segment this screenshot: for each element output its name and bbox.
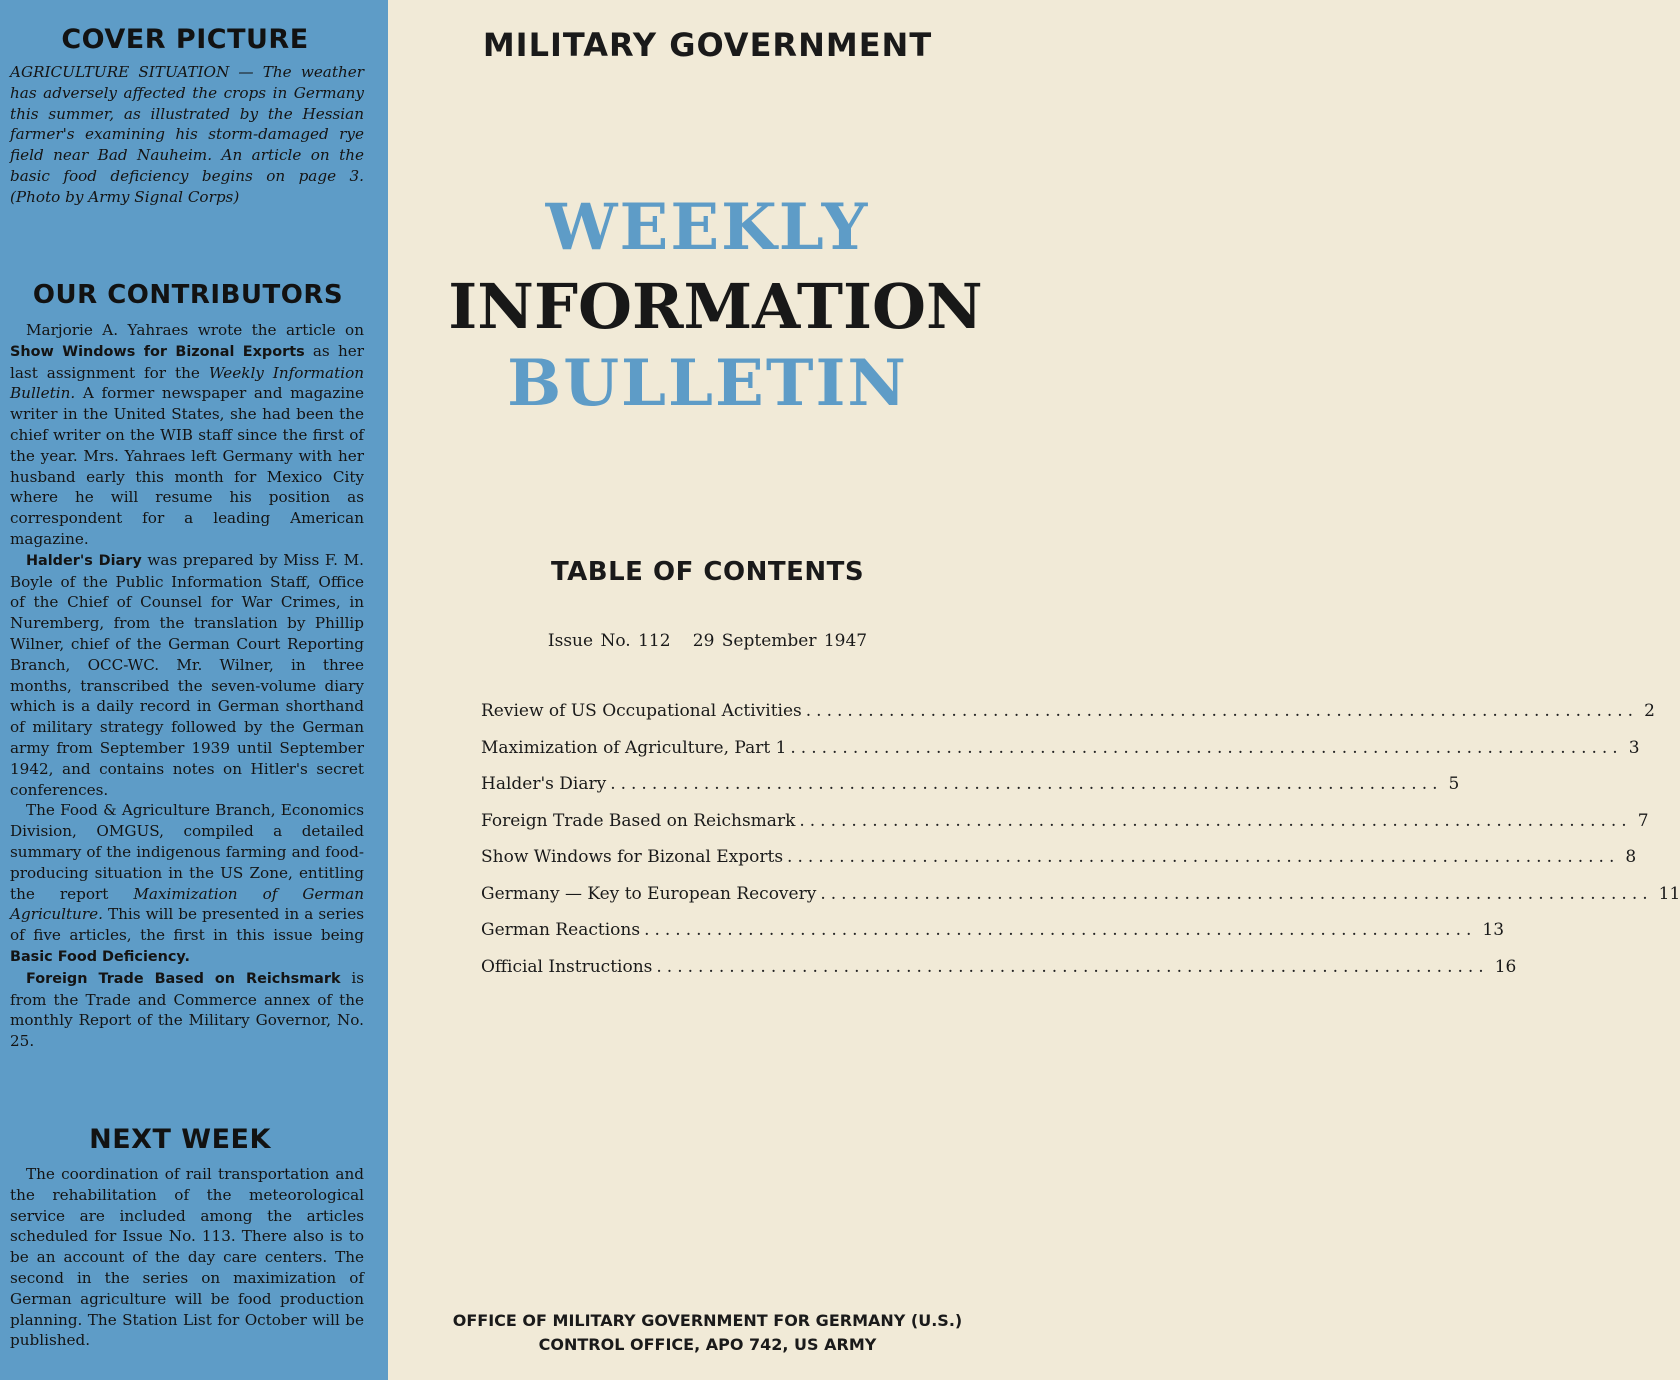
next-week-heading: NEXT WEEK — [89, 1124, 271, 1155]
toc-list — [481, 701, 1680, 993]
masthead-information: INFORMATION — [448, 270, 983, 343]
cover-picture-heading: COVER PICTURE — [61, 24, 309, 55]
issue-date: 29 September 1947 — [692, 631, 868, 651]
toc-entry-page: 16 — [1494, 956, 1517, 977]
publication-title: Weekly Information Bulletin. — [10, 363, 364, 403]
text-run: A former newspaper and magazine writer in the United States, she had been the chief writer on the WIB staff since the first of the year. Mrs. Yahraes left Germany with her husband early this month for Mexico City where he will resume his position as correspondent for a leading American magazine. — [10, 384, 364, 548]
contributors-text — [10, 320, 364, 1052]
toc-entry-page: 7 — [1637, 810, 1649, 831]
contributors-heading: OUR CONTRIBUTORS — [32, 280, 344, 310]
toc-entry[interactable] — [481, 701, 1655, 738]
toc-entry-title: Halder's Diary — [481, 774, 607, 794]
text-run: This will be presented in a series of five articles, the first in this issue being — [10, 905, 364, 945]
report-title: Maximization of German Agriculture. — [10, 884, 364, 924]
contributors-paragraph — [10, 320, 364, 550]
cover-caption-lead: AGRICULTURE SITUATION — [10, 63, 230, 81]
toc-entry[interactable] — [481, 774, 1460, 811]
contributors-paragraph — [10, 800, 364, 967]
article-title: Foreign Trade Based on Reichsmark — [26, 970, 341, 987]
toc-entry[interactable] — [481, 883, 1680, 921]
toc-leader-dots: ................................................................................ — [790, 737, 1623, 758]
issue-line — [388, 631, 1027, 651]
cover-picture-caption — [10, 62, 364, 208]
toc-entry[interactable] — [481, 956, 1517, 994]
toc-entry-page: 13 — [1482, 920, 1505, 940]
toc-entry-title: Maximization of Agriculture, Part 1 — [481, 737, 787, 758]
left-sidebar — [0, 0, 388, 1380]
toc-entry-title: Foreign Trade Based on Reichsmark — [481, 810, 796, 831]
toc-leader-dots: ................................................................................ — [805, 701, 1639, 721]
toc-heading: TABLE OF CONTENTS — [550, 557, 865, 587]
contributors-paragraph — [10, 968, 364, 1052]
toc-entry-page: 8 — [1625, 847, 1637, 867]
contributors-paragraph — [10, 550, 364, 801]
publisher-footer — [388, 1309, 1027, 1357]
toc-entry-page: 2 — [1644, 701, 1655, 721]
toc-entry-page: 11 — [1658, 883, 1680, 904]
cover-main — [388, 0, 1680, 1380]
toc-entry[interactable] — [481, 920, 1505, 957]
military-government-header: MILITARY GOVERNMENT — [482, 26, 933, 64]
article-title: Show Windows for Bizonal Exports — [10, 343, 305, 360]
text-run: as her last assignment for the — [10, 341, 364, 382]
toc-leader-dots: ................................................................................ — [656, 956, 1489, 977]
text-run: was prepared by Miss F. M. Boyle of the Public Information Staff, Office of the Chief of Counsel for War Crimes, in Nuremberg, from the translation by Phillip Wilner, chief of the German Court Reporting Branch, OCC-WC. Mr. Wilner, in three months, transcribed the seven-volume diary which is a daily record in German shorthand of military strategy followed by the German army from September 1939 until September 1942, and contains notes on Hitler's secret conferences. — [10, 550, 364, 799]
toc-entry-title: German Reactions — [481, 920, 641, 940]
text-run: The Food & Agriculture Branch, Economics Division, OMGUS, compiled a detailed summary of the indigenous farming and food-producing situation in the US Zone, entitling the report — [10, 801, 364, 903]
toc-leader-dots: ................................................................................ — [644, 920, 1477, 940]
toc-leader-dots: ................................................................................ — [820, 883, 1653, 904]
masthead-weekly: WEEKLY — [545, 190, 870, 265]
toc-entry[interactable] — [481, 847, 1637, 884]
issue-number: Issue No. 112 — [547, 631, 671, 651]
toc-entry-title: Germany — Key to European Recovery — [481, 883, 817, 904]
toc-entry[interactable] — [481, 810, 1649, 848]
article-title: Halder's Diary — [26, 552, 142, 569]
toc-entry-title: Show Windows for Bizonal Exports — [481, 847, 784, 867]
article-title: Basic Food Deficiency. — [10, 948, 190, 965]
toc-entry-title: Official Instructions — [481, 956, 653, 977]
cover-caption-text: — The weather has adversely affected the crops in Germany this summer, as illustrated by the Hessian farmer's examining his storm-damaged rye field near Bad Nauheim. An article on the basic food deficiency begins on page 3. (Photo by Army Signal Corps) — [10, 63, 364, 206]
toc-leader-dots: ................................................................................ — [610, 774, 1443, 794]
toc-entry-title: Review of US Occupational Activities — [481, 701, 802, 721]
text-run: is from the Trade and Commerce annex of the monthly Report of the Military Governor, No. 25. — [10, 968, 364, 1051]
toc-entry[interactable] — [481, 737, 1640, 775]
toc-leader-dots: ................................................................................ — [787, 847, 1620, 867]
toc-entry-page: 5 — [1448, 774, 1460, 794]
toc-entry-page: 3 — [1628, 737, 1640, 758]
next-week-text: The coordination of rail transportation and the rehabilitation of the meteorological service are included among the articles scheduled for Issue No. 113. There also is to be an account of the day care centers. The second in the series on maximization of German agriculture will be food production planning. The Station List for October will be published. — [10, 1165, 364, 1350]
publisher-line-1: OFFICE OF MILITARY GOVERNMENT FOR GERMANY (U.S.) — [452, 1311, 963, 1330]
text-run: Marjorie A. Yahraes wrote the article on — [26, 321, 364, 339]
masthead-bulletin: BULLETIN — [507, 346, 908, 421]
toc-leader-dots: ................................................................................ — [799, 810, 1632, 831]
publisher-line-2: CONTROL OFFICE, APO 742, US ARMY — [538, 1335, 877, 1354]
